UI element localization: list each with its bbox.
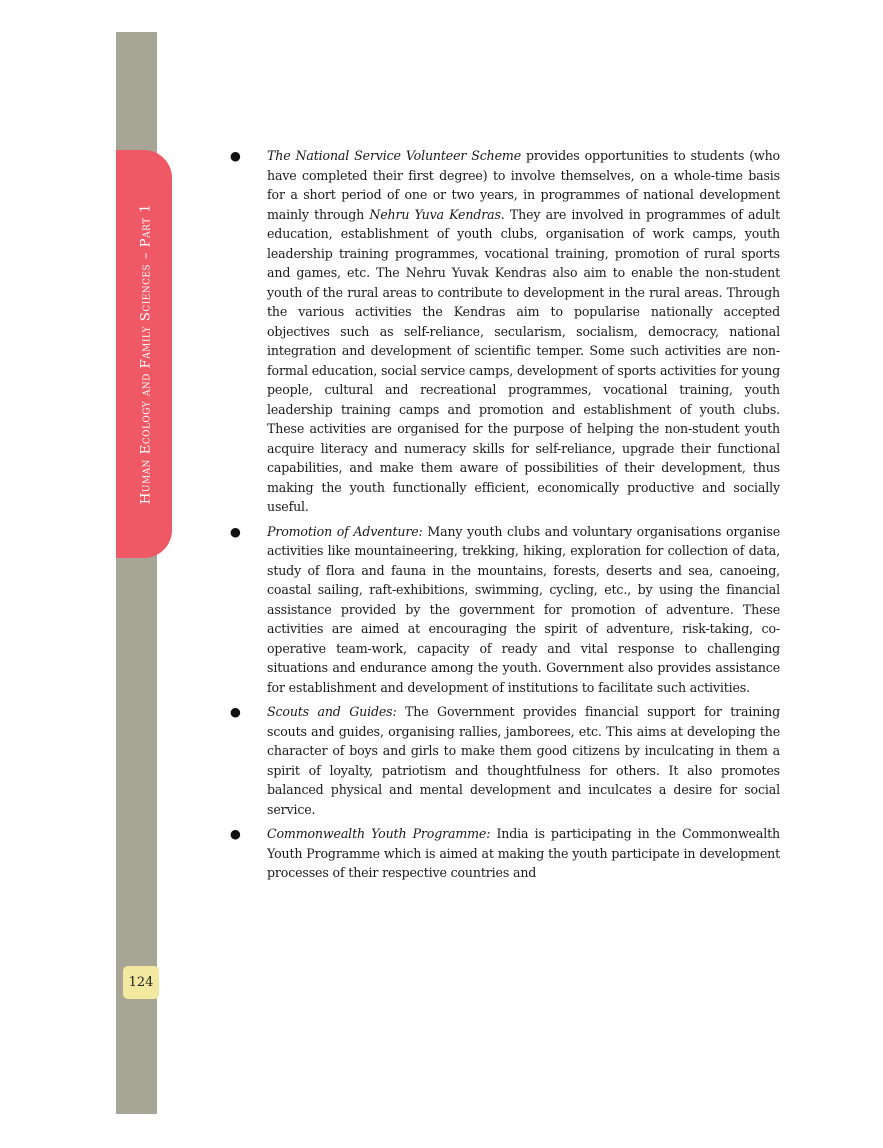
bullet-item-nsv-scheme	[230, 146, 780, 517]
lead-phrase: Scouts and Guides:	[267, 704, 397, 719]
paragraph	[267, 702, 780, 819]
bullet-dot-icon: ●	[230, 704, 241, 719]
paragraph	[267, 824, 780, 883]
page-number: 124	[123, 966, 159, 999]
body-text: provides opportunities to students (who have completed their first degree) to involve themselves, on a whole-time basis for a short period of one or two years, in programmes of national development mainly through	[267, 148, 780, 222]
bullet-dot-icon: ●	[230, 523, 241, 539]
italic-term: Nehru Yuva Kendras.	[369, 206, 505, 222]
body-text: Many youth clubs and voluntary organisations organise activities like mountaineering, trekking, hiking, exploration for collection of data, study of flora and fauna in the mountains, forests, deserts and sea, canoeing, coastal sailing, raft-exhibitions, swimming, cycling, etc., by using the financial assistance provided by the government for promotion of adventure. These activities are aimed at encouraging the spirit of adventure, risk-taking, co-operative team-work, capacity of ready and vital response to challenging situations and endurance among the youth. Government also provides assistance for establishment and development of institutions to facilitate such activities.	[267, 523, 781, 695]
bullet-item-adventure	[230, 522, 780, 698]
book-title: Human Ecology and Family Sciences – Part 1	[138, 203, 154, 505]
bullet-item-scouts	[230, 702, 780, 819]
body-text: The Government provides financial support for training scouts and guides, organising rallies, jamborees, etc. This aims at developing the character of boys and girls to make them good citizens by inculcating in them a spirit of loyalty, patriotism and thoughtfulness for others. It also promotes balanced physical and mental development and inculcates a desire for social service.	[267, 704, 780, 817]
lead-phrase: Commonwealth Youth Programme:	[267, 826, 491, 841]
paragraph	[267, 522, 780, 698]
bullet-dot-icon: ●	[230, 826, 241, 841]
lead-phrase: Promotion of Adventure:	[267, 523, 423, 539]
body-text: India is participating in the Commonwealth Youth Programme which is aimed at making the youth participate in development processes of their respective countries and	[267, 826, 780, 880]
lead-phrase: The National Service Volunteer Scheme	[267, 148, 522, 163]
bullet-item-commonwealth	[230, 824, 780, 883]
body-text: They are involved in programmes of adult education, establishment of youth clubs, organisation of work camps, youth leadership training programmes, vocational training, promotion of rural sports and games, etc. The Nehru Yuvak Kendras also aim to enable the non-student youth of the rural areas to contribute to development in the rural areas. Through the various activities the Kendras aim to popularise nationally accepted objectives such as self-reliance, secularism, socialism, democracy, national integration and development of scientific temper. Some such activities are non-formal education, social service camps, development of sports activities for young people, cultural and recreational programmes, vocational training, youth leadership training camps and promotion and establishment of youth clubs. These activities are organised for the purpose of helping the non-student youth acquire literacy and numeracy skills for self-reliance, upgrade their functional capabilities, and make them aware of possibilities of their development, thus making the youth functionally efficient, economically productive and socially useful.	[267, 206, 780, 514]
bullet-dot-icon: ●	[230, 148, 241, 163]
paragraph	[267, 146, 780, 517]
main-content	[230, 146, 780, 888]
